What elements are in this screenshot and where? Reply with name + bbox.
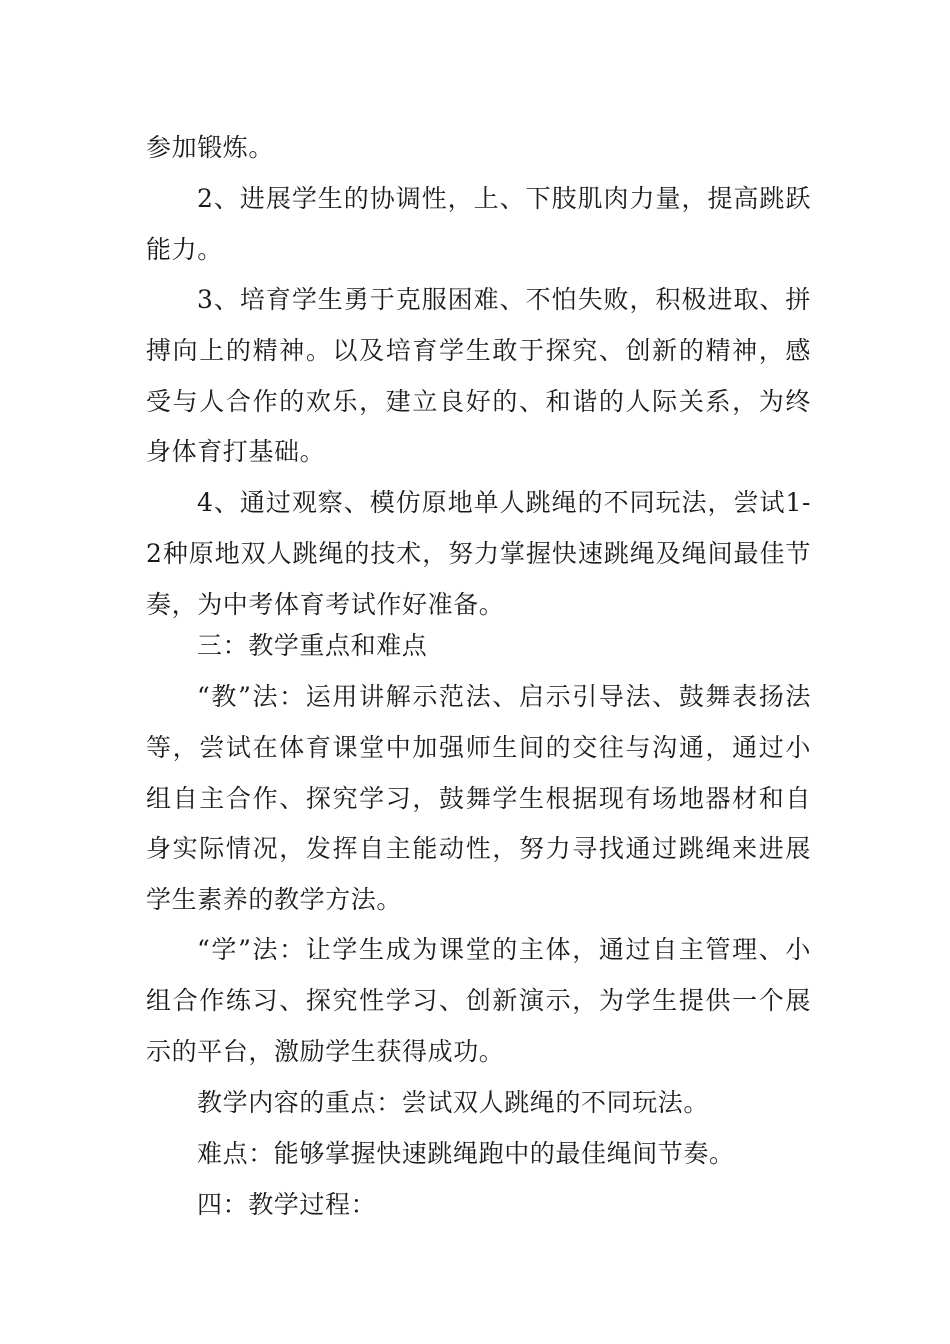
paragraph-difficulty: 难点：能够掌握快速跳绳跑中的最佳绳间节奏。 [197,1139,735,1168]
section-heading-process: 四：教学过程： [197,1190,377,1219]
paragraph-key-point: 教学内容的重点：尝试双人跳绳的不同玩法。 [197,1088,710,1117]
paragraph-objective-3: 3、培育学生勇于克服困难、不怕失败，积极进取、拼搏向上的精神。以及培育学生敢于探究、创新的精神，感受与人合作的欢乐，建立良好的、和谐的人际关系，为终身体育打基础。 [146,285,811,467]
paragraph-teaching-method: “教”法：运用讲解示范法、启示引导法、鼓舞表扬法等，尝试在体育课堂中加强师生间的交往与沟通，通过小组自主合作、探究学习，鼓舞学生根据现有场地器材和自身实际情况，发挥自主能动性，努力寻找通过跳绳来进展学生素养的教学方法。 [146,682,811,915]
paragraph-objective-2: 2、进展学生的协调性，上、下肢肌肉力量，提高跳跃能力。 [146,184,811,264]
paragraph-continuation: 参加锻炼。 [146,133,275,162]
section-heading-focus: 三：教学重点和难点 [197,631,428,660]
paragraph-objective-4: 4、通过观察、模仿原地单人跳绳的不同玩法，尝试1-2种原地双人跳绳的技术，努力掌握快速跳绳及绳间最佳节奏，为中考体育考试作好准备。 [146,488,811,619]
paragraph-learning-method: “学”法：让学生成为课堂的主体，通过自主管理、小组合作练习、探究性学习、创新演示，为学生提供一个展示的平台，激励学生获得成功。 [146,935,811,1066]
